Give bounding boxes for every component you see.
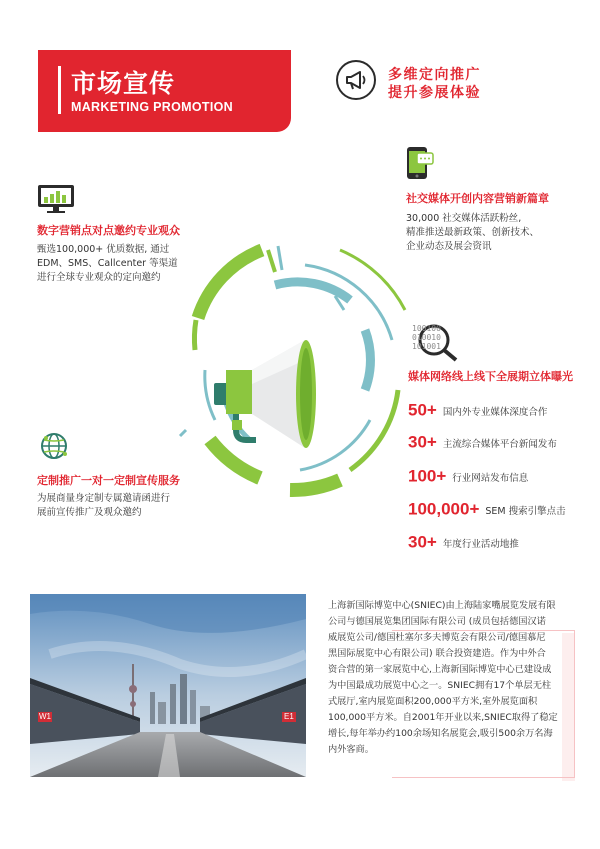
custom-line: 为展商量身定制专属邀请函进行 bbox=[37, 493, 171, 504]
megaphone-illustration bbox=[214, 340, 316, 448]
social-line: 30,000 社交媒体活跃粉丝, bbox=[406, 213, 522, 224]
stat-number: 30+ bbox=[408, 432, 437, 452]
slogan-line-1: 多维定向推广 bbox=[388, 67, 481, 83]
about-paragraph bbox=[328, 598, 572, 758]
network-heading: 媒体网络线上线下全展期立体曝光 bbox=[408, 370, 573, 383]
binary-text bbox=[412, 324, 441, 351]
custom-heading: 定制推广一对一定制宣传服务 bbox=[37, 474, 180, 487]
digital-heading: 数字营销点对点邀约专业观众 bbox=[37, 224, 180, 237]
about-line: 式展厅,室内展览面积200,000平方米,室外展览面积 bbox=[328, 696, 538, 707]
custom-line: 展前宣传推广及观众邀约 bbox=[37, 507, 142, 518]
digital-line: 甄选100,000+ 优质数据, 通过 bbox=[37, 244, 170, 255]
digital-description bbox=[37, 243, 178, 285]
about-line: 威展览公司/德国杜塞尔多夫博览会有限公司/德国慕尼 bbox=[328, 632, 546, 643]
social-line: 企业动态及展会资讯 bbox=[406, 241, 492, 252]
stat-desc: 年度行业活动地推 bbox=[442, 538, 519, 550]
stat-item bbox=[408, 432, 557, 456]
stat-item bbox=[408, 400, 547, 424]
binary-line: 101001 bbox=[412, 342, 441, 351]
social-line: 精准推送最新政策、创新技术、 bbox=[406, 227, 540, 238]
stat-number: 100,000+ bbox=[408, 499, 480, 519]
stat-desc: 国内外专业媒体深度合作 bbox=[442, 406, 548, 418]
stat-desc: 主流综合媒体平台新闻发布 bbox=[442, 438, 557, 450]
phone-chat-icon bbox=[405, 145, 435, 181]
social-heading: 社交媒体开创内容营销新篇章 bbox=[406, 192, 549, 205]
binary-line: 010010 bbox=[412, 333, 441, 342]
custom-description bbox=[37, 492, 170, 520]
hall-sign-right: E1 bbox=[284, 712, 294, 721]
about-line: 100,000平方米。自2001年开业以来,SNIEC取得了稳定 bbox=[328, 712, 558, 723]
binary-line: 100100 bbox=[412, 324, 441, 333]
social-description bbox=[406, 212, 539, 254]
stat-item bbox=[408, 466, 528, 490]
page-subtitle: MARKETING PROMOTION bbox=[71, 100, 233, 114]
digital-line: 进行全球专业观众的定向邀约 bbox=[37, 272, 161, 283]
expo-center-photo bbox=[30, 594, 306, 777]
page-title: 市场宣传 bbox=[71, 69, 176, 98]
about-line: 上海新国际博览中心(SNIEC)由上海陆家嘴展览发展有限 bbox=[328, 600, 556, 611]
stat-item bbox=[408, 499, 566, 523]
stat-number: 50+ bbox=[408, 400, 437, 420]
about-line: 资合营的第一家展览中心,上海新国际博览中心已建设成 bbox=[328, 664, 552, 675]
about-line: 增长,每年举办约100余场知名展览会,吸引500余万名海 bbox=[328, 728, 553, 739]
globe-network-icon bbox=[38, 430, 72, 462]
stat-desc: 行业网站发布信息 bbox=[452, 472, 529, 484]
stat-desc: SEM 搜索引擎点击 bbox=[485, 505, 566, 517]
stat-item bbox=[408, 532, 519, 556]
slogan-line-2: 提升参展体验 bbox=[388, 85, 481, 101]
digital-line: EDM、SMS、Callcenter 等渠道 bbox=[37, 258, 178, 269]
about-line: 为中国最成功展览中心之一。SNIEC拥有17个单层无柱 bbox=[328, 680, 552, 691]
stat-number: 30+ bbox=[408, 532, 437, 552]
about-line: 黑国际展览中心有限公司) 联合投资建造。作为中外合 bbox=[328, 648, 546, 659]
hall-sign-left: W1 bbox=[39, 712, 51, 721]
about-line: 内外客商。 bbox=[328, 744, 374, 755]
stat-number: 100+ bbox=[408, 466, 447, 486]
monitor-chart-icon bbox=[36, 183, 76, 215]
about-line: 公司与德国展览集团国际有限公司 (成员包括德国汉诺 bbox=[328, 616, 546, 627]
